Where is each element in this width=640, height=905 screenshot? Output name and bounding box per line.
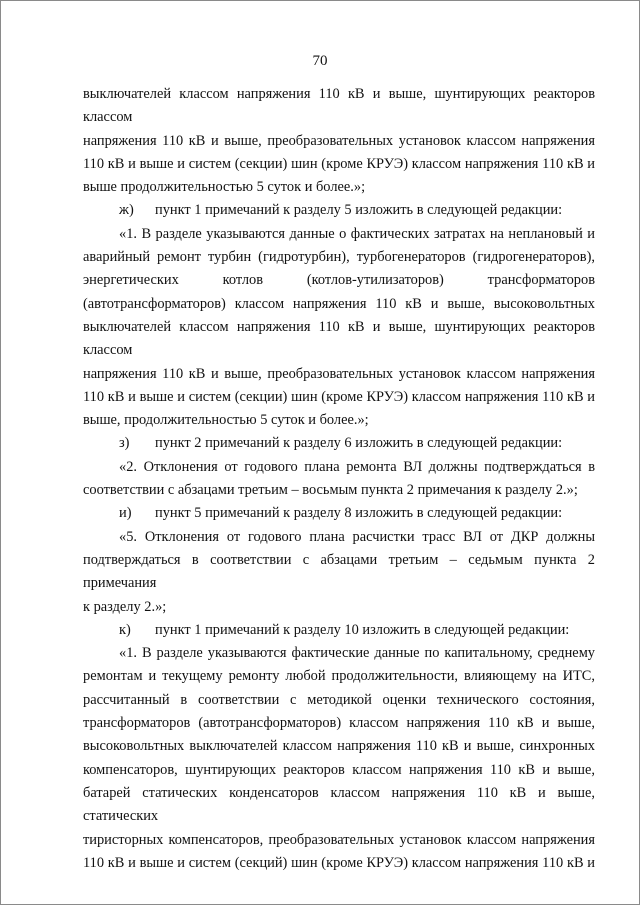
item-text: пункт 1 примечаний к разделу 5 изложить в следующей редакции: <box>155 202 563 219</box>
item-letter: з) <box>119 435 130 452</box>
text-line: напряжения 110 кВ и выше, преобразовательных установок классом напряжения <box>83 365 595 382</box>
text-line: энергетических котлов (котлов-утилизаторов) трансформаторов <box>83 272 595 289</box>
text-line: компенсаторов, шунтирующих реакторов классом напряжения 110 кВ и выше, <box>83 761 595 778</box>
item-text: пункт 5 примечаний к разделу 8 изложить в следующей редакции: <box>155 505 563 522</box>
text-line: 110 кВ и выше и систем (секций) шин (кроме КРУЭ) классом напряжения 110 кВ и <box>83 854 595 871</box>
text-line: (автотрансформаторов) классом напряжения 110 кВ и выше, высоковольтных <box>83 295 595 312</box>
text-line: тиристорных компенсаторов, преобразовательных установок классом напряжения <box>83 831 595 848</box>
item-letter: ж) <box>119 202 134 219</box>
text-line: соответствии с абзацами третьим – восьмым пункта 2 примечания к разделу 2.»; <box>83 482 578 499</box>
text-line: к разделу 2.»; <box>83 598 167 615</box>
text-line: «1. В разделе указываются данные о фактических затратах на неплановый и <box>119 225 595 242</box>
item-text: пункт 2 примечаний к разделу 6 изложить в следующей редакции: <box>155 435 563 452</box>
item-text: пункт 1 примечаний к разделу 10 изложить в следующей редакции: <box>155 621 570 638</box>
text-line: выключателей классом напряжения 110 кВ и выше, шунтирующих реакторов классом <box>83 318 595 359</box>
text-line: выше продолжительностью 5 суток и более.»; <box>83 179 366 196</box>
text-line: 110 кВ и выше и систем (секции) шин (кроме КРУЭ) классом напряжения 110 кВ и <box>83 388 595 405</box>
text-line: «5. Отклонения от годового плана расчистки трасс ВЛ от ДКР должны <box>119 528 595 545</box>
list-item-z <box>83 432 595 455</box>
text-line: 110 кВ и выше и систем (секции) шин (кроме КРУЭ) классом напряжения 110 кВ и <box>83 155 595 172</box>
list-item-i <box>83 502 595 525</box>
text-line: батарей статических конденсаторов классом напряжения 110 кВ и выше, статических <box>83 784 595 825</box>
text-line: «1. В разделе указываются фактические данные по капитальному, среднему <box>119 645 595 662</box>
text-line: трансформаторов (автотрансформаторов) классом напряжения 110 кВ и выше, <box>83 715 595 732</box>
text-line: аварийный ремонт турбин (гидротурбин), турбогенераторов (гидрогенераторов), <box>83 249 595 266</box>
text-line: высоковольтных выключателей классом напряжения 110 кВ и выше, синхронных <box>83 738 595 755</box>
text-line: подтверждаться в соответствии с абзацами третьим – седьмым пункта 2 примечания <box>83 551 595 592</box>
text-line: ремонтам и текущему ремонту любой продолжительности, влияющему на ИТС, <box>83 668 595 685</box>
text-line: выключателей классом напряжения 110 кВ и выше, шунтирующих реакторов классом <box>83 86 595 126</box>
text-line: «2. Отклонения от годового плана ремонта ВЛ должны подтверждаться в <box>119 458 595 475</box>
page-number: 70 <box>312 53 328 69</box>
list-item-zh <box>83 199 595 222</box>
text-line: рассчитанный в соответствии с методикой оценки технического состояния, <box>83 691 595 708</box>
text-line: выше, продолжительностью 5 суток и более.»; <box>83 412 369 429</box>
list-item-k <box>83 619 595 642</box>
item-letter: и) <box>119 505 132 522</box>
item-letter: к) <box>119 621 131 638</box>
text-line: напряжения 110 кВ и выше, преобразовательных установок классом напряжения <box>83 132 595 149</box>
document-body <box>83 83 595 875</box>
